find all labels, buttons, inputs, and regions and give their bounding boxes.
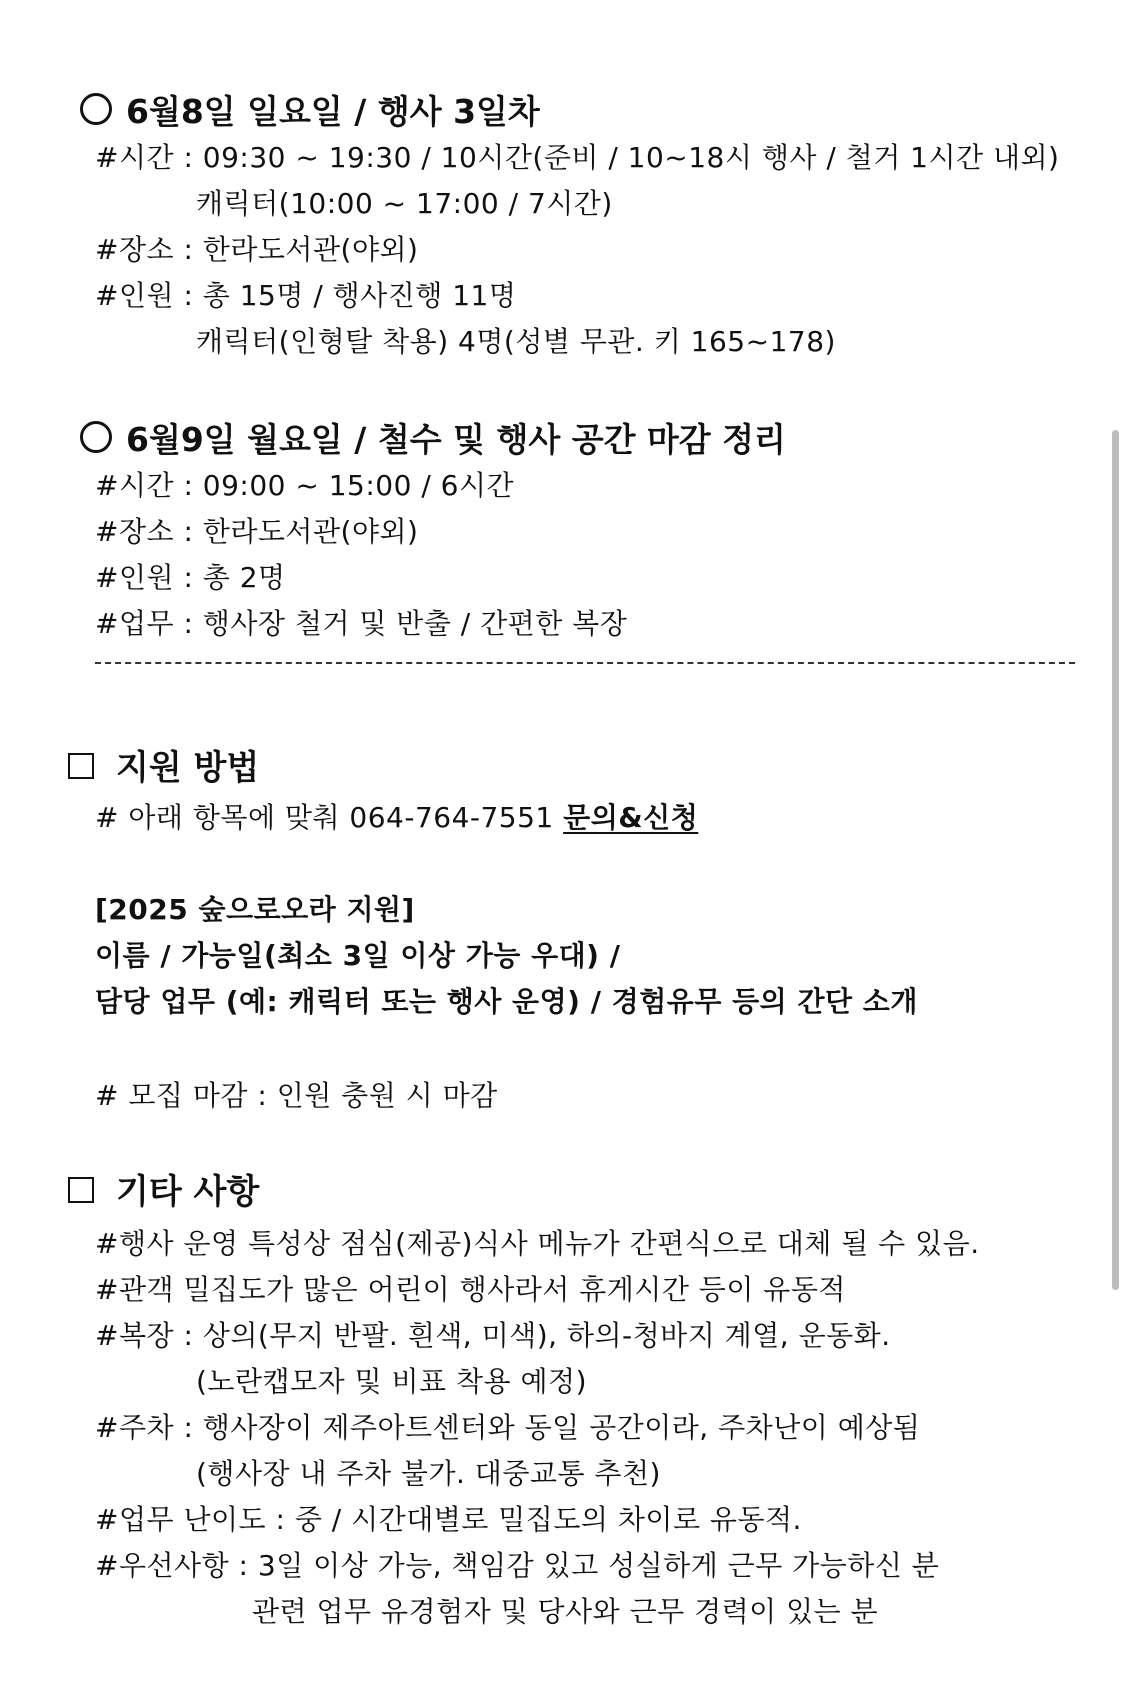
square-bullet-icon	[68, 753, 94, 779]
misc-parking: #주차 : 행사장이 제주아트센터와 동일 공간이라, 주차난이 예상됨	[95, 1411, 921, 1444]
day3-heading: 6월8일 일요일 / 행사 3일차	[80, 86, 540, 133]
day4-time: #시간 : 09:00 ~ 15:00 / 6시간	[95, 469, 515, 502]
apply-deadline: # 모집 마감 : 인원 충원 시 마감	[95, 1079, 498, 1112]
apply-format-line-1: 이름 / 가능일(최소 3일 이상 가능 우대) /	[95, 939, 621, 972]
misc-meal: #행사 운영 특성상 점심(제공)식사 메뉴가 간편식으로 대체 될 수 있음.	[95, 1227, 980, 1260]
circle-bullet-icon	[80, 421, 112, 453]
misc-parking-note: (행사장 내 주차 불가. 대중교통 추천)	[196, 1457, 661, 1490]
misc-break: #관객 밀집도가 많은 어린이 행사라서 휴게시간 등이 유동적	[95, 1273, 846, 1306]
apply-heading: 지원 방법	[68, 740, 259, 789]
day3-character-time: 캐릭터(10:00 ~ 17:00 / 7시간)	[196, 187, 613, 220]
day3-staff: #인원 : 총 15명 / 행사진행 11명	[95, 279, 517, 312]
day4-staff: #인원 : 총 2명	[95, 561, 286, 594]
day4-heading: 6월9일 월요일 / 철수 및 행사 공간 마감 정리	[80, 414, 786, 461]
misc-dress-note: (노란캡모자 및 비표 착용 예정)	[196, 1365, 588, 1398]
section-divider	[95, 662, 1075, 664]
inquiry-link[interactable]: 문의&신청	[563, 801, 699, 834]
misc-priority: #우선사항 : 3일 이상 가능, 책임감 있고 성실하게 근무 가능하신 분	[95, 1549, 940, 1582]
circle-bullet-icon	[80, 93, 112, 125]
day3-place: #장소 : 한라도서관(야외)	[95, 233, 419, 266]
apply-contact: # 아래 항목에 맞춰 064-764-7551 문의&신청	[95, 801, 699, 834]
day4-work: #업무 : 행사장 철거 및 반출 / 간편한 복장	[95, 607, 628, 640]
day3-character-staff: 캐릭터(인형탈 착용) 4명(성별 무관. 키 165~178)	[196, 325, 836, 358]
vertical-scrollbar[interactable]	[1112, 430, 1119, 1290]
day3-time: #시간 : 09:30 ~ 19:30 / 10시간(준비 / 10~18시 행사 / 철거 1시간 내외)	[95, 141, 1060, 174]
apply-format-line-2: 담당 업무 (예: 캐릭터 또는 행사 운영) / 경험유무 등의 간단 소개	[95, 985, 918, 1018]
misc-difficulty: #업무 난이도 : 중 / 시간대별로 밀집도의 차이로 유동적.	[95, 1503, 802, 1536]
misc-heading: 기타 사항	[68, 1164, 259, 1213]
misc-dress: #복장 : 상의(무지 반팔. 흰색, 미색), 하의-청바지 계열, 운동화.	[95, 1319, 891, 1352]
day4-place: #장소 : 한라도서관(야외)	[95, 515, 419, 548]
apply-format-title: [2025 숲으로오라 지원]	[95, 893, 415, 926]
square-bullet-icon	[68, 1177, 94, 1203]
misc-priority-note: 관련 업무 유경험자 및 당사와 근무 경력이 있는 분	[252, 1595, 879, 1628]
